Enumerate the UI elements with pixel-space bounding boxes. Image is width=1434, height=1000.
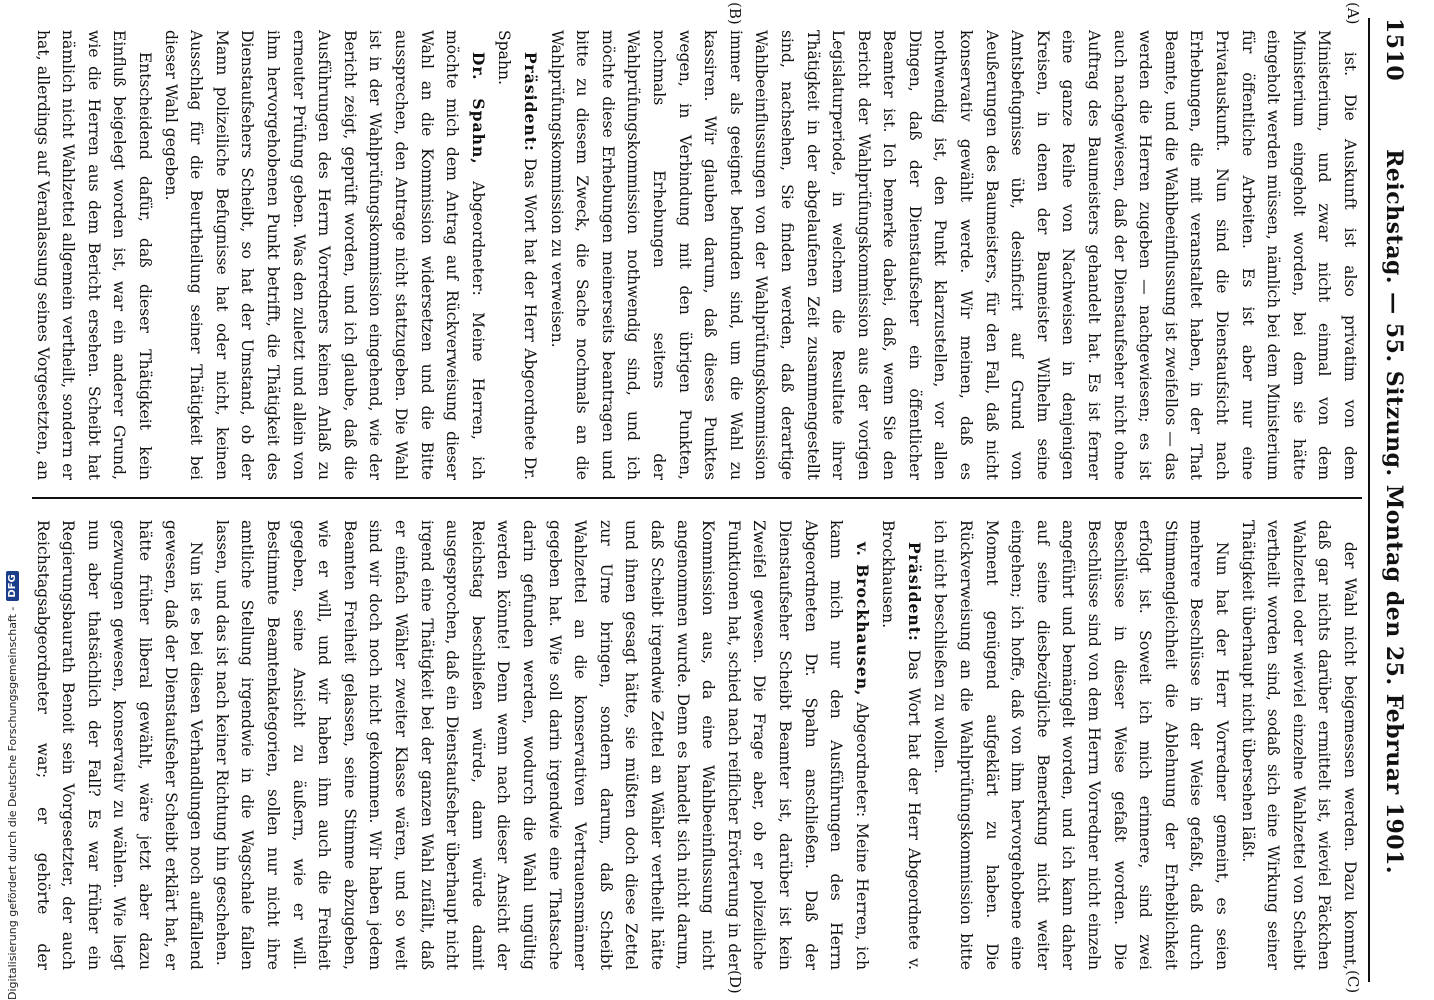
- dfg-logo: DFG: [6, 571, 19, 600]
- margin-marker-a: (A): [1344, 2, 1362, 25]
- text-paragraph: [32, 30, 157, 480]
- margin-marker-b: (B): [726, 2, 744, 25]
- column-divider: [32, 497, 1362, 499]
- paragraph-text: Das Wort hat der Herr Abgeordnete v. Brockhausen.: [879, 520, 923, 970]
- text-paragraph: [1234, 520, 1362, 970]
- speech-paragraph: [875, 520, 927, 970]
- speaker-name: v. Brockhausen,: [852, 541, 872, 697]
- speaker-name: Präsident:: [904, 541, 924, 642]
- left-column: [32, 30, 1362, 480]
- header-rule: [1368, 18, 1370, 982]
- paragraph-text: ist. Die Auskunft ist also privatim von dem Ministerium, und zwar nicht einmal von dem Ministerium eingeholt worden, bei dem sie hätte eingeholt werden müssen, nämlich bei dem Ministerium für öffentliche Arbeiten. Es ist aber nur eine Privatauskunft. Nun sind die Dienstaufsicht nach Erhebungen, die mit veranstaltet haben, in der That Beamte, und die Wahlbeeinflussung ist zweifellos — das werden die Herren zugeben — nachgewiesen; es ist auch nachgewiesen, daß der Dienstaufseher nicht ohne Auftrag des Baumeisters gehandelt hat. Es ist ferner eine ganze Reihe von Nachweisen in denjenigen Kreisen, in denen der Baumeister Wilhelm seine Amtsbefugnisse übt, desinficirt auf Grund von Aeußerungen des Baumeisters, für den Fall, daß nicht konservativ gewählt werde. Wir meinen, daß es nothwendig ist, den Punkt klarzustellen, vor allen Dingen, daß der Dienstaufseher ein öffentlicher Beamter ist. Ich bemerke dabei, daß, wenn Sie den Bericht der Wahlprüfungskommission aus der vorigen Legislaturperiode, in welchem die Resultate ihrer Thätigkeit in der abgelaufenen Zeit zusammengestellt sind, nachsehen, Sie finden werden, daß derartige Wahlbeeinflussungen von der Wahlprüfungskommission immer als geeignet befunden sind, um die Wahl zu kassiren. Wir glauben darum, daß dieses Punktes wegen, in Verbindung mit den übrigen Punkten, nochmals Erhebungen seitens der Wahlprüfungskommission nothwendig sind, und ich möchte diese Erhebungen meinerseits beantragen und bitte zu diesem Zweck, die Sache nochmals an die Wahlprüfungskommission zu verweisen.: [547, 30, 1359, 480]
- text-paragraph: [927, 520, 1234, 970]
- digitization-credit: [2, 0, 22, 1000]
- right-column: [32, 520, 1362, 970]
- text-paragraph: [32, 520, 208, 970]
- paragraph-text: Nun ist es bei diesen Verhandlungen noch auffallend gewesen, daß der Dienstaufseher Scheibt erklärt hat, er hätte früher liberal gewählt, wäre jetzt aber dazu gezwungen gewesen, konservativ zu wählen. Wie liegt nun aber thatsächlich der Fall? Es war früher ein Regierungsbaurath Benoit sein Vorgesetzter, der auch Reichstagsabgeordneter war; er gehörte der: [33, 520, 206, 970]
- speech-paragraph: [157, 30, 491, 480]
- margin-marker-c: (C): [1344, 970, 1362, 994]
- paragraph-text: Abgeordneter: Meine Herren, ich möchte mich dem Antrag auf Rückverweisung dieser Wahl an die Kommission widersetzen und die Bitte aussprechen, den Antrage nicht stattzugeben. Die Wahl ist in der Wahlprüfungskommission eingehend, wie der Bericht zeigt, geprüft worden, und ich glaube, daß die Ausführungen des Herrn Vorredners keinen Anlaß zu erneuter Prüfung geben. Was den zuletzt und allein von ihm hervorgehobenen Punkt betrifft, die Thätigkeit des Dienstaufsehers Scheibt, so hat der Umstand, ob der Mann polizeiliche Befugnisse hat oder nicht, keinen Ausschlag für die Beurtheilung seiner Thätigkeit bei dieser Wahl gegeben.: [161, 30, 487, 480]
- speaker-name: Präsident:: [521, 51, 540, 152]
- speech-paragraph: [491, 30, 543, 480]
- page-number: 1510: [1381, 18, 1407, 82]
- margin-marker-d: (D): [726, 970, 744, 994]
- speech-paragraph: [208, 520, 874, 970]
- page-header: [1374, 18, 1414, 982]
- paragraph-text: der Wahl nicht beigemessen werden. Dazu kommt, daß gar nichts darüber ermittelt ist, wieviel Päckchen Wahlzettel oder wieviel einzelne Wahlzettel von Scheibt vertheilt worden sind, sodaß sich eine Wirkung seiner Thätigkeit überhaupt nicht übersehen läßt.: [1238, 520, 1359, 970]
- paragraph-text: Nun hat der Herr Vorredner gemeint, es seien mehrere Beschlüsse in der Weise gefaßt, daß durch Stimmengleichheit die Ablehnung der Erheblichkeit erfolgt ist. Soweit ich mich erinnere, sind zwei Beschlüsse in dieser Weise gefaßt worden. Die Beschlüsse sind von dem Herrn Vorredner nicht einzeln angeführt und bemängelt worden, und ich kann daher auf seine diesbezügliche Bemerkung nicht weiter eingehen; ich hoffe, daß von ihm hervorgehobene eine Moment genügend aufgeklärt zu haben. Die Rückverweisung an die Wahlprüfungskommission bitte ich nicht beschließen zu wollen.: [931, 520, 1232, 970]
- paragraph-text: Abgeordneter: Meine Herren, ich kann mich nur den Ausführungen des Herrn Abgeordneten Dr. Spahn anschließen. Daß der Dienstaufseher Scheibt Beamter ist, darüber ist kein Zweifel gewesen. Die Frage aber, ob er polizeiliche Funktionen hat, schied nach reiflicher Erörterung in der Kommission aus, da eine Wahlbeeinflussung nicht angenommen wurde. Denn es handelt sich nicht darum, daß Scheibt irgendwie Zettel an Wähler vertheilt hätte und ihnen gesagt hätte, sie müßten doch diese Zettel zur Urne bringen, sondern darum, daß Scheibt Wahlzettel an die konservativen Vertrauensmänner gegeben hat. Wie soll darin irgendwie eine Thatsache darin gefunden werden, wodurch die Wahl ungültig werden könnte! Denn wenn nach dieser Ansicht der Reichstag beschließen würde, dann würde damit ausgesprochen, daß ein Dienstaufseher überhaupt nicht irgend eine Thätigkeit bei der ganzen Wahl zufällt, daß er einfach Wähler zweiter Klasse wären, und so weit sind wir doch noch nicht gekommen. Wir haben jedem Beamten Freiheit gelassen, seine Stimme abzugeben, wie er will, und wir haben ihm auch die Freiheit gegeben, seine Ansicht zu äußern, wie er will. Bestimmte Beamtenkategorien, sollen nur nicht ihre amtliche Stellung irgendwie in die Wagschale fallen lassen, und das ist nach keiner Richtung hin geschehen.: [212, 520, 871, 970]
- credit-text: Digitalisierung gefördert durch die Deutsche Forschungsgemeinschaft -: [5, 606, 19, 1000]
- paragraph-text: Entscheidend dafür, daß dieser Thätigkeit kein Einfluß beigelegt worden ist, war ein anderer Grund, wie die Herren aus dem Bericht ersehen. Scheibt hat nämlich nicht Wahlzettel allgemein vertheilt, sondern er hat, allerdings auf Veranlassung seines Vorgesetzten, an: [33, 30, 155, 480]
- running-title: Reichstag. — 55. Sitzung. Montag den 25. Februar 1901.: [1381, 149, 1407, 875]
- speaker-name: Dr. Spahn,: [468, 51, 488, 165]
- paragraph-text: Das Wort hat der Herr Abgeordnete Dr. Spahn.: [495, 30, 539, 480]
- text-paragraph: [543, 30, 1362, 480]
